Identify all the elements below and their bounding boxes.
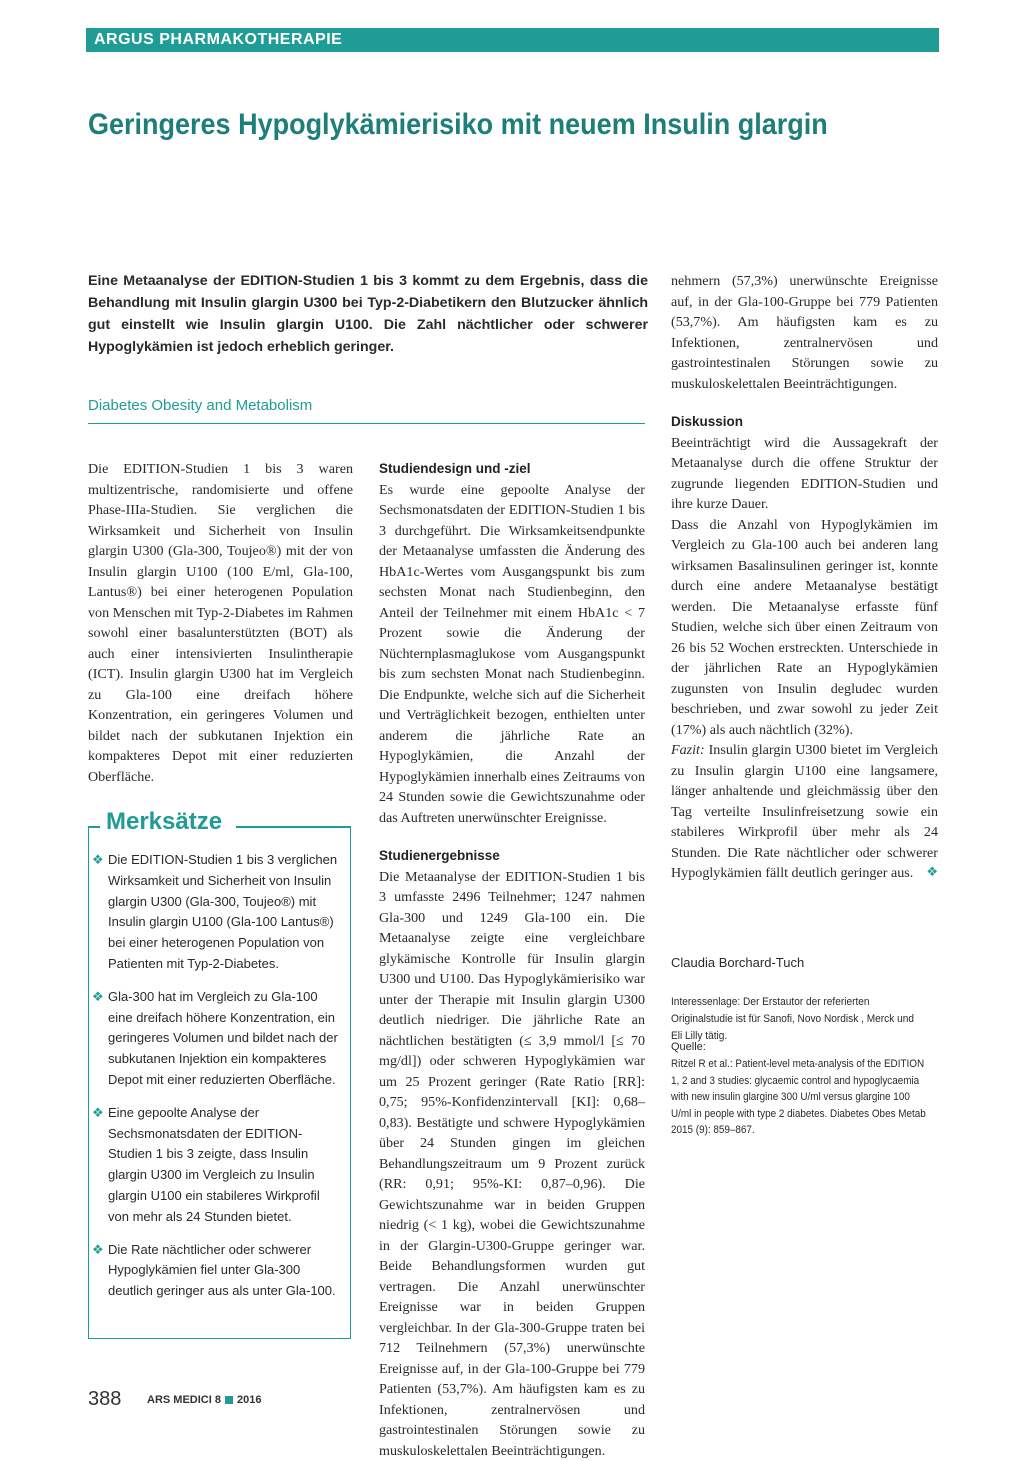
footer-journal-name: ARS MEDICI 8 <box>147 1394 221 1406</box>
page-number: 388 <box>88 1388 122 1410</box>
end-mark-icon: ❖ <box>926 865 938 880</box>
author-name: Claudia Borchard-Tuch <box>671 955 805 970</box>
article-lead: Eine Metaanalyse der EDITION-Studien 1 bis 3 kommt zu dem Ergebnis, dass die Behandlung mit Insulin glargin U300 bei Typ-2-Diabetikern den Blutzucker ähnlich gut einstellt wie Insulin glargin U100. Die Zahl nächtlicher oder schwerer Hypoglykämien ist jedoch erheblich geringer. <box>88 273 648 355</box>
intro-paragraph: Die EDITION-Studien 1 bis 3 waren multizentrische, randomisierte und offene Phase-IIIa-Studien. Sie verglichen die Wirksamkeit und Sicherheit von Insulin glargin U300 (Gla-300, Toujeo®) mit der von Insulin glargin U100 (100 E/ml, Gla-100, Lantus®) bei einer heterogenen Population von Menschen mit Typ-2-Diabetes im Rahmen sowohl einer basalunterstützten (BOT) als auch einer intensivierten Insulintherapie (ICT). Insulin glargin U300 hat im Vergleich zu Gla-100 eine dreifach höhere Konzentration, ein geringeres Volumen und bildet nach der subkutanen Injektion ein kompakteres Depot mit einer reduzierten Oberfläche. <box>88 461 353 785</box>
merksatz-item <box>92 1240 344 1302</box>
column-right <box>671 271 938 884</box>
results-heading: Studienergebnisse <box>379 848 500 863</box>
diamond-bullet-icon: ❖ <box>92 1241 104 1257</box>
diamond-bullet-icon: ❖ <box>92 852 104 867</box>
merksatz-text: Eine gepoolte Analyse der Sechsmonatsdaten der EDITION-Studien 1 bis 3 zeigte, dass Insulin glargin U300 im Vergleich zu Insulin glargin U100 ein stabileres Wirkprofil von mehr als 24 Stunden bietet. <box>108 1104 320 1224</box>
discussion-paragraph-1: Beeinträchtigt wird die Aussagekraft der Metaanalyse durch die offene Struktur der zugrunde liegenden EDITION-Studien und ihre kurze Dauer. <box>671 434 938 512</box>
column-middle <box>379 459 645 1459</box>
merksaetze-top-rule-left <box>88 826 100 828</box>
merksatz-item <box>92 1103 344 1228</box>
fazit-text: Insulin glargin U300 bietet im Vergleich zu Insulin glargin U100 eine langsamere, länger anhaltende und gleichmässig über den Tag verteilte Insulinfreisetzung sowie ein stabileres Wirkprofil über mehr als 24 Stunden. Die Rate nächtlicher oder schwerer Hypoglykämien fällt deutlich geringer aus. <box>671 742 938 881</box>
section-header-bar <box>86 28 939 52</box>
column-left <box>88 459 353 787</box>
merksatz-item <box>92 850 344 975</box>
merksatz-text: Die Rate nächtlicher oder schwerer Hypoglykämien fiel unter Gla-300 deutlich geringer aus als unter Gla-100. <box>108 1241 336 1299</box>
merksatz-item <box>92 987 344 1091</box>
diamond-bullet-icon: ❖ <box>92 988 104 1004</box>
merksaetze-top-rule-right <box>236 826 351 828</box>
design-heading: Studiendesign und -ziel <box>379 461 531 476</box>
results-continued: nehmern (57,3%) unerwünschte Ereignisse auf, in der Gla-100-Gruppe bei 779 Patienten (53,7%). Am häufigsten kam es zu Infektionen, zentralnervösen und gastrointestinalen Störungen sowie zu muskuloskelettalen Beeinträchtigungen. <box>671 273 938 392</box>
journal-divider <box>88 423 645 424</box>
merksaetze-title: Merksätze <box>106 808 223 835</box>
section-label: ARGUS PHARMAKOTHERAPIE <box>94 31 343 48</box>
source-label: Quelle: <box>671 1041 706 1053</box>
results-paragraph: Die Metaanalyse der EDITION-Studien 1 bis 3 umfasste 2496 Teilnehmer; 1247 nahmen Gla-300 und 1249 Gla-100 ein. Die Metaanalyse zeigte eine vergleichbare glykämische Kontrolle für Insulin glargin U300 und U100. Das Hypoglykämierisiko war unter der Therapie mit Insulin glargin U300 deutlich niedriger. Die jährliche Rate an nächtlichen bestätigten (≤ 3,9 mmol/l [≤ 70 mg/dl]) oder schweren Hypoglykämien war um 25 Prozent geringer (Rate Ratio [RR]: 0,75; 95%-Konfidenzintervall [KI]: 0,68–0,83). Bestätigte und schwere Hypoglykämien über 24 Stunden gingen im gleichen Behandlungszeitraum um 9 Prozent zurück (RR: 0,91; 95%-KI: 0,87–0,96). Die Gewichtszunahme war in beiden Gruppen niedrig (< 1 kg), wobei die Gewichtszunahme in der Glargin-U300-Gruppe geringer war. Beide Behandlungsformen wurden gut vertragen. Die Anzahl unerwünschter Ereignisse war in beiden Gruppen vergleichbar. In der Gla-300-Gruppe traten bei 712 Teilnehmern (57,3%) unerwünschte Ereignisse auf, in der Gla-100-Gruppe bei 779 Patienten (53,7%). Am häufigsten kam es zu Infektionen, zentralnervösen und gastrointestinalen Störungen sowie zu muskuloskelettalen Beeinträchtigungen. <box>379 868 645 1459</box>
diamond-bullet-icon: ❖ <box>92 1104 104 1120</box>
merksatz-text: Gla-300 hat im Vergleich zu Gla-100 eine dreifach höhere Konzentration, ein geringeres Volumen und bildet nach der subkutanen Injektion ein kompakteres Depot mit einer reduzierten Oberfläche. <box>108 988 338 1087</box>
design-paragraph: Es wurde eine gepoolte Analyse der Sechsmonatsdaten der EDITION-Studien 1 bis 3 durchgeführt. Die Wirksamkeitsendpunkte der Metaanalyse umfassten die Änderung des HbA1c-Wertes vom Ausgangspunkt bis zum sechsten Monat nach Studienbeginn, den Anteil der Teilnehmer mit einem HbA1c < 7 Prozent sowie die Änderung der Nüchternplasmaglukose vom Ausgangspunkt bis zum sechsten Monat nach Studienbeginn. Die Endpunkte, welche sich auf die Sicherheit und Verträglichkeit bezogen, enthielten unter anderem die jährliche Rate an Hypoglykämien, die Anzahl der Hypoglykämien innerhalb eines Zeitraums von 24 Stunden sowie die Gewichtszunahme oder das Auftreten unerwünschter Ereignisse. <box>379 481 645 826</box>
fazit-paragraph <box>671 740 938 884</box>
footer-year: 2016 <box>236 1394 262 1406</box>
merksatz-text: Die EDITION-Studien 1 bis 3 verglichen Wirksamkeit und Sicherheit von Insulin glargin U300 (Gla-300, Toujeo®) mit Insulin glargin U100 (Gla-100 Lantus®) bei einer heterogenen Population von Patienten mit Typ-2-Diabetes. <box>108 852 338 971</box>
conflict-of-interest: Interessenlage: Der Erstautor der referierten Originalstudie ist für Sanofi, Novo Nordisk , Merck und Eli Lilly tätig. <box>671 996 914 1042</box>
square-icon <box>225 1396 233 1404</box>
source-citation: Ritzel R et al.: Patient-level meta-analysis of the EDITION 1, 2 and 3 studies: glycaemic control and hypoglycaemia with new insulin glargine 300 U/ml versus glargine 100 U/ml in people with type 2 diabetes. Diabetes Obes Metab 2015 (9): 859–867. <box>671 1058 926 1136</box>
fazit-label: Fazit: <box>671 742 705 758</box>
article-title: Geringeres Hypoglykämierisiko mit neuem Insulin glargin <box>88 108 828 141</box>
discussion-paragraph-2: Dass die Anzahl von Hypoglykämien im Vergleich zu Gla-100 auch bei anderen lang wirksamen Basalinsulinen geringer ist, konnte durch eine andere Metaanalyse bestätigt werden. Die Metaanalyse erfasste fünf Studien, welche sich über einen Zeitraum von 26 bis 52 Wochen erstreckten. Unterschiede in der jährlichen Rate an Hypoglykämien zugunsten von Insulin degludec wurden beschrieben, und zwar sowohl zu jeder Zeit (17%) als auch nächtlich (32%). <box>671 516 938 738</box>
discussion-heading: Diskussion <box>671 414 744 429</box>
source-journal: Diabetes Obesity and Metabolism <box>88 397 313 414</box>
merksaetze-list <box>92 850 344 1314</box>
footer-journal <box>147 1394 261 1406</box>
